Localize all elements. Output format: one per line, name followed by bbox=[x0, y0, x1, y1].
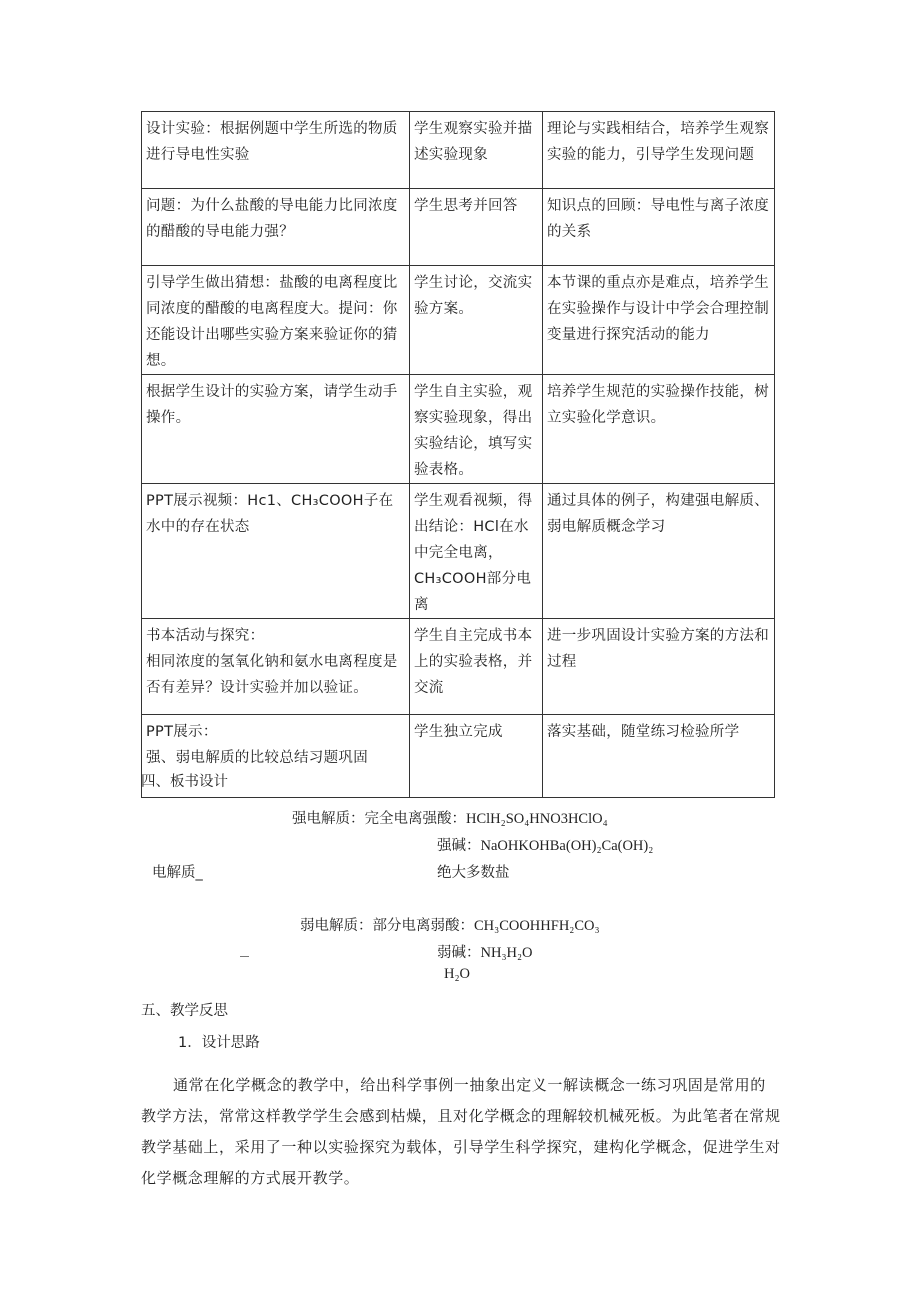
table-row bbox=[142, 715, 775, 798]
weak-electrolyte-line bbox=[300, 914, 600, 935]
strong-electrolyte-label: 强电解质：完全电离强酸： bbox=[292, 811, 466, 827]
weak-electrolyte-label: 弱电解质：部分电离弱酸： bbox=[300, 918, 474, 934]
section-5-heading: 五、教学反思 bbox=[141, 1003, 228, 1019]
student-activity-cell: 学生观看视频，得出结论：HCl在水中完全电离，CH₃COOH部分电离 bbox=[410, 484, 543, 619]
strong-acids-formula: HClH₂SO₄HNO3HClO₄ bbox=[466, 811, 608, 827]
teacher-activity-cell: 问题：为什么盐酸的导电能力比同浓度的醋酸的导电能力强？ bbox=[142, 189, 410, 266]
salts-line: 绝大多数盐 bbox=[437, 865, 510, 881]
student-activity-cell: 学生思考并回答 bbox=[410, 189, 543, 266]
design-intent-cell: 本节课的重点亦是难点，培养学生在实验操作与设计中学会合理控制变量进行探究活动的能力 bbox=[543, 266, 775, 375]
table-row bbox=[142, 112, 775, 189]
reflection-paragraph: 通常在化学概念的教学中，给出科学事例一抽象出定义一解读概念一练习巩固是常用的教学方法，常常这样教学学生会感到枯燥，且对化学概念的理解较机械死板。为此笔者在常规教学基础上，采用了一种以实验探究为载体，引导学生科学探究，建构化学概念，促进学生对化学概念理解的方式展开教学。 bbox=[141, 1076, 781, 1187]
strong-bases-formula: NaOHKOHBa(OH)₂Ca(OH)₂ bbox=[480, 838, 654, 854]
teacher-activity-cell: 设计实验：根据例题中学生所选的物质进行导电性实验 bbox=[142, 112, 410, 189]
table-row bbox=[142, 619, 775, 715]
design-intent-cell: 进一步巩固设计实验方案的方法和过程 bbox=[543, 619, 775, 715]
student-activity-cell: 学生自主实验，观察实验现象，得出实验结论，填写实验表格。 bbox=[410, 375, 543, 484]
student-activity-cell: 学生讨论，交流实验方案。 bbox=[410, 266, 543, 375]
student-activity-cell: 学生独立完成 bbox=[410, 715, 543, 798]
section-4-heading: 四、板书设计 bbox=[141, 774, 228, 790]
weak-base-line bbox=[437, 941, 533, 962]
teacher-activity-cell: PPT展示视频：Hc1、CH₃COOH子在水中的存在状态 bbox=[142, 484, 410, 619]
lesson-process-table bbox=[141, 111, 775, 798]
weak-acids-formula: CH₃COOHHFH₂CO₃ bbox=[474, 918, 600, 934]
water-formula: H₂O bbox=[444, 966, 470, 982]
table-row bbox=[142, 266, 775, 375]
bracket-stub-line bbox=[240, 956, 249, 957]
strong-base-line bbox=[437, 834, 653, 855]
strong-electrolyte-line bbox=[292, 807, 608, 828]
design-idea-subheading: 1．设计思路 bbox=[178, 1035, 260, 1051]
student-activity-cell: 学生自主完成书本上的实验表格，并交流 bbox=[410, 619, 543, 715]
design-intent-cell: 通过具体的例子，构建强电解质、弱电解质概念学习 bbox=[543, 484, 775, 619]
table-row bbox=[142, 189, 775, 266]
student-activity-cell: 学生观察实验并描述实验现象 bbox=[410, 112, 543, 189]
teacher-activity-cell: 书本活动与探究： 相同浓度的氢氧化钠和氨水电离程度是否有差异？设计实验并加以验证。 bbox=[142, 619, 410, 715]
teacher-activity-cell: 引导学生做出猜想：盐酸的电离程度比同浓度的醋酸的电离程度大。提问：你还能设计出哪些实验方案来验证你的猜想。 bbox=[142, 266, 410, 375]
strong-base-label: 强碱： bbox=[437, 838, 481, 854]
weak-bases-formula: NH₃H₂O bbox=[480, 945, 533, 961]
teacher-activity-cell: 根据学生设计的实验方案，请学生动手操作。 bbox=[142, 375, 410, 484]
electrolyte-label bbox=[152, 861, 203, 882]
bracket-stub: _ bbox=[195, 865, 203, 881]
table-row bbox=[142, 375, 775, 484]
design-intent-cell: 落实基础，随堂练习检验所学 bbox=[543, 715, 775, 798]
design-intent-cell: 知识点的回顾：导电性与离子浓度的关系 bbox=[543, 189, 775, 266]
design-intent-cell: 培养学生规范的实验操作技能，树立实验化学意识。 bbox=[543, 375, 775, 484]
table-row bbox=[142, 484, 775, 619]
weak-base-label: 弱碱： bbox=[437, 945, 481, 961]
teacher-activity-cell: PPT展示： 强、弱电解质的比较总结习题巩固 bbox=[142, 715, 410, 798]
electrolyte-text: 电解质 bbox=[152, 865, 196, 881]
design-intent-cell: 理论与实践相结合，培养学生观察实验的能力，引导学生发现问题 bbox=[543, 112, 775, 189]
